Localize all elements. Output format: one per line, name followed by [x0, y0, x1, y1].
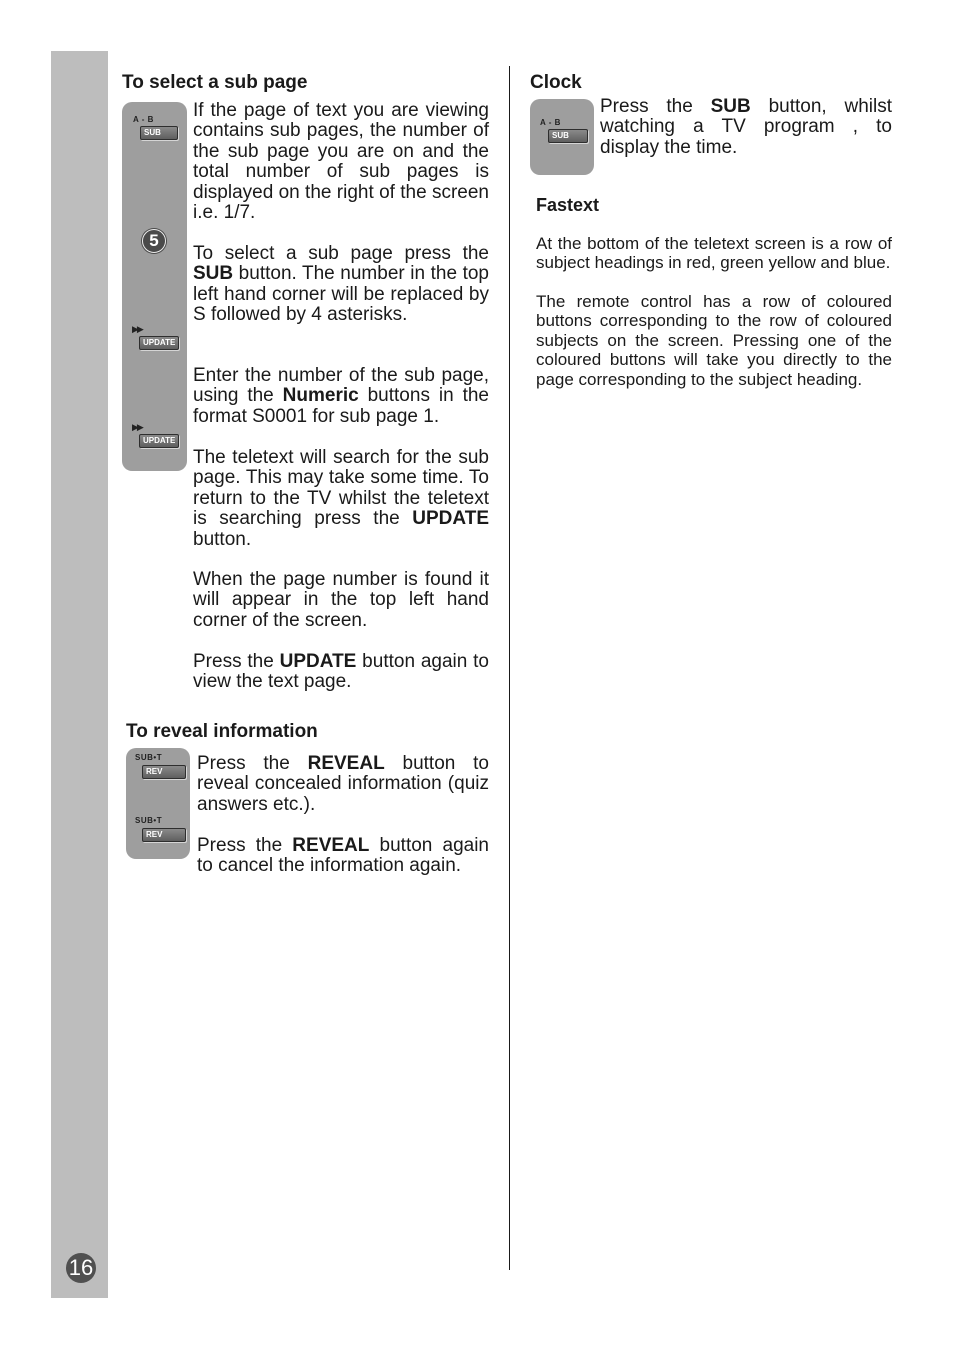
- column-divider: [509, 66, 510, 1270]
- reveal-key-2-button: REV: [142, 828, 186, 842]
- page-side-bar: [51, 51, 108, 1298]
- fastext-heading: Fastext: [536, 195, 600, 215]
- sub-page-remote-illustration: [122, 102, 187, 471]
- sub-key-label: A - B: [133, 115, 154, 124]
- fast-forward-icon: ▶▶: [132, 324, 142, 334]
- update-key-2-button: UPDATE: [139, 434, 179, 448]
- clock-paragraph: Press the SUB button, whilst watching a TV program , to display the time.: [600, 96, 892, 158]
- clock-sub-key-label: A - B: [540, 118, 561, 127]
- clock-heading: Clock: [530, 72, 582, 93]
- clock-sub-key-button: SUB: [548, 129, 588, 143]
- fast-forward-icon: ▶▶: [132, 422, 142, 432]
- sub-page-paragraph-6: Press the UPDATE button again to view the text page.: [193, 651, 489, 693]
- reveal-key-1-label: SUB•T: [135, 753, 163, 762]
- clock-remote-illustration: [530, 99, 594, 175]
- reveal-key-2-label: SUB•T: [135, 816, 163, 825]
- sub-page-paragraph-4: The teletext will search for the sub page. This may take some time. To return to the TV whilst the teletext is searching press the UPDATE button.: [193, 447, 489, 550]
- page-number: 16: [66, 1253, 96, 1283]
- sub-page-paragraph-1: If the page of text you are viewing contains sub pages, the number of the sub page you are on and the total number of sub pages is displayed on the right of the screen i.e. 1/7.: [193, 100, 489, 224]
- reveal-paragraph-1: Press the REVEAL button to reveal concealed information (quiz answers etc.).: [197, 753, 489, 815]
- sub-page-paragraph-2: To select a sub page press the SUB button. The number in the top left hand corner will be replaced by S followed by 4 asterisks.: [193, 243, 489, 326]
- update-key-1-button: UPDATE: [139, 336, 179, 350]
- reveal-paragraph-2: Press the REVEAL button again to cancel the information again.: [197, 835, 489, 877]
- sub-page-paragraph-3: Enter the number of the sub page, using the Numeric buttons in the format S0001 for sub page 1.: [193, 365, 489, 427]
- sub-key-button: SUB: [140, 126, 178, 140]
- reveal-remote-illustration: [126, 748, 190, 859]
- sub-page-paragraph-5: When the page number is found it will appear in the top left hand corner of the screen.: [193, 569, 489, 631]
- fastext-paragraph-1: At the bottom of the teletext screen is a row of subject headings in red, green yellow and blue.: [536, 234, 892, 273]
- sub-page-heading: To select a sub page: [122, 72, 308, 93]
- reveal-key-1-button: REV: [142, 765, 186, 779]
- digit-5-key: 5: [142, 229, 166, 253]
- reveal-heading: To reveal information: [126, 721, 318, 742]
- fastext-paragraph-2: The remote control has a row of coloured buttons corresponding to the row of coloured subjects on the screen. Pressing one of the coloured buttons will take you directly to the page corresponding to the subject heading.: [536, 292, 892, 389]
